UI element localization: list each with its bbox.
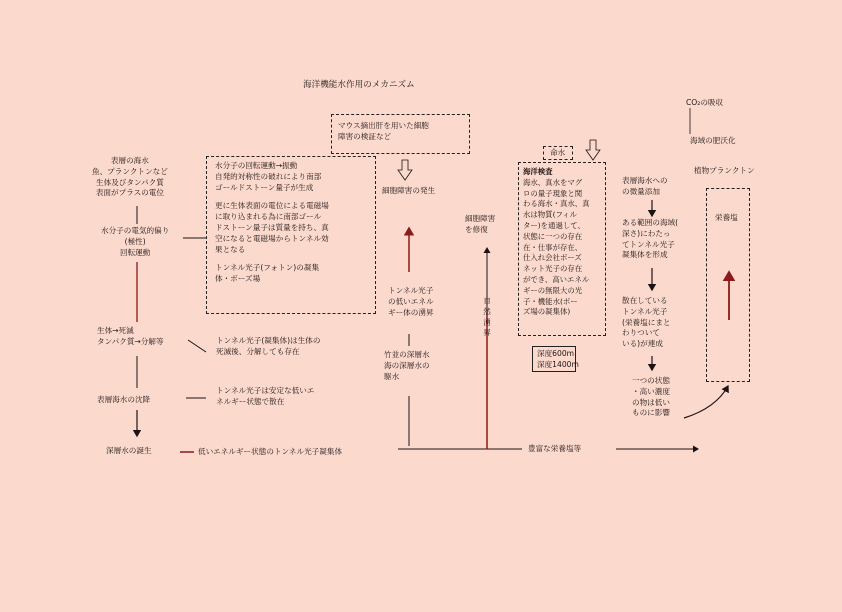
deep-label: 命水 [550, 148, 566, 157]
nutrient-salt-text: 豊富な栄養塩等 [528, 444, 582, 453]
deep-label-box [543, 146, 573, 160]
nutrient-box-title: 栄養塩 [715, 213, 738, 222]
depth-box [532, 346, 579, 372]
plankton-label: 植物プランクトン [694, 166, 755, 175]
curved-arrow [684, 386, 728, 418]
result-text: 一つの状態 ・高い濃度 の物は低い ものに影響 [632, 376, 670, 418]
surface-water-text: 表層の海水 魚、プランクトンなど 生体及びタンパク質 表面がプラスの電位 [92, 156, 168, 198]
deep-water-sink-label: 竹並の深層水 海の深層水の 駆水 [384, 350, 430, 381]
tunnel-state-text: トンネル光子は安定な低いエ ネルギー状態で散在 [216, 386, 315, 406]
light-upwelling-label: トンネル光子 の低いエネル ギー体の湧昇 [388, 286, 434, 317]
nutrient-box [706, 188, 750, 382]
diagram-title: 海洋機能水作用のメカニズム [303, 80, 415, 90]
hollow-arrow-deep [586, 140, 600, 160]
cell-recover-label: 細胞障害 を修復 [465, 214, 496, 234]
decay-text: 生体→死滅 タンパク質→分解等 [97, 326, 164, 346]
cell-damage-label: 細胞障害の発生 [382, 186, 436, 195]
hollow-arrow-mouse [398, 160, 412, 180]
deep-birth-text: 深層水の誕生 [106, 446, 152, 455]
sinking-text: 表層海水の沈降 [97, 395, 151, 404]
after-decay-text: トンネル光子(凝集体)は生体の 死滅後、分解しても存在 [216, 336, 321, 356]
upwelling-range-text: ある範囲の海域( 深さ)にわたっ てトンネル光子 凝集体を形成 [622, 218, 679, 260]
polarization-text: 水分子の電気的偏り (極性) 回転運動 [101, 226, 170, 257]
surface-mix-text: 表層海水への の微量添加 [622, 176, 668, 196]
co2-label: CO₂の吸収 [686, 98, 724, 107]
sea-purify-label: 海域の肥沃化 [690, 136, 736, 145]
bottom-flow-text: 低いエネルギー状態のトンネル光子凝集体 [198, 447, 343, 456]
mouse-test-text: マウス摘出肝を用いた細胞 障害の検証など [338, 121, 429, 141]
deep-water-box [518, 162, 606, 336]
natural-upwelling-label: 自 然 湧 昇 [483, 296, 491, 338]
mechanism-text: 水分子の回転運動→振動 自発的対称性の破れにより南部 ゴールドストーン量子が生成 更に生体表面の電位による電磁場 に取り込まれる為に南部ゴール ドストーン量子は質量を持ち、真 空になると電磁場からトンネル効 果となる トンネル光子(フォトン)の凝集 体・ボーズ場 [215, 161, 329, 284]
mechanism-box [206, 156, 376, 314]
mouse-test-box [331, 114, 470, 154]
horizontal-to-decay [188, 340, 206, 352]
deep-water-text: 海洋検査 海水、真水をマグ ロの量子現象と関 わる海水・真水、真 水は物質(フィル ター)を通過して、 状態に一つの存在 在・仕事が存在、 仕入れ会社ボーズ ネット光子の存在 ができ、高いエネル ギーの無限大の光 子・機能水(ボー ズ場の凝集体) [523, 167, 590, 317]
depth-text: 深度600m 深度1400m [537, 349, 579, 369]
scatter-text: 散在している トンネル光子 (栄養塩にまと わりついて いる)が連成 [622, 296, 671, 349]
